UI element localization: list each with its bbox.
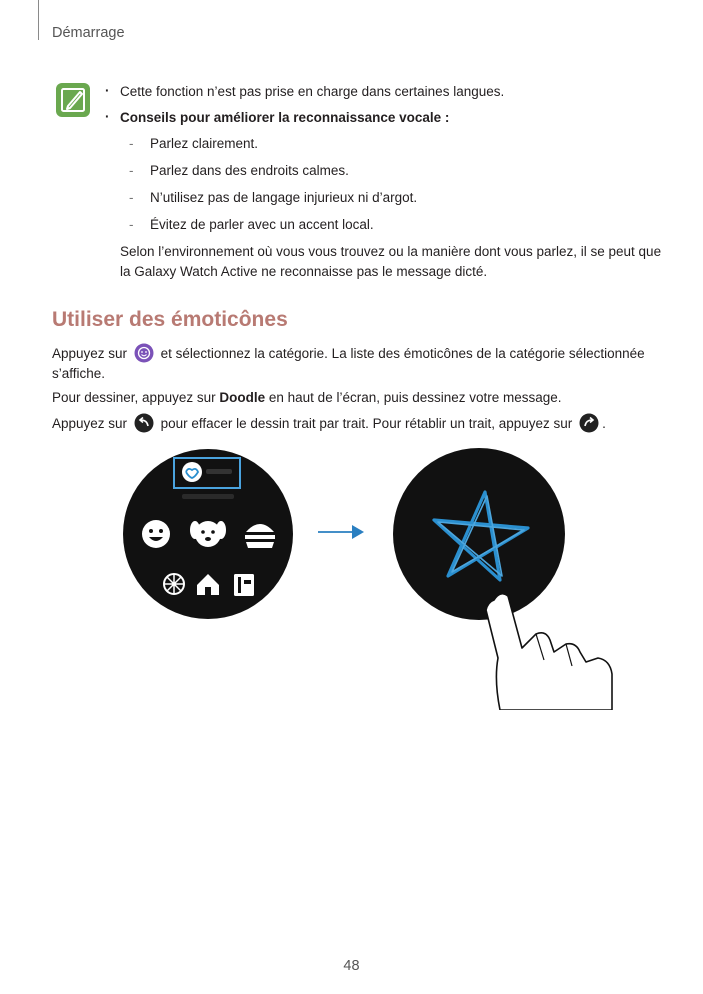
text-run: pour effacer le dessin trait par trait. Pour rétablir un trait, appuyez sur xyxy=(160,416,573,431)
text-run: Appuyez sur xyxy=(52,346,128,361)
note-bullet: · Cette fonction n’est pas prise en charge dans certaines langues. xyxy=(105,82,665,102)
book-category-icon[interactable] xyxy=(234,574,254,596)
instruction-line-3 xyxy=(52,413,652,434)
header-title: Démarrage xyxy=(52,25,125,41)
note-pencil-icon xyxy=(55,82,91,118)
text-run: Pour dessiner, appuyez sur xyxy=(52,390,216,405)
page-number: 48 xyxy=(343,958,360,974)
section-title: Utiliser des émoticônes xyxy=(52,308,288,331)
watch-doodle-screen xyxy=(390,448,618,710)
note-tip: - Parlez clairement. xyxy=(105,134,665,154)
smiley-category-icon[interactable] xyxy=(142,520,170,548)
watch-face[interactable] xyxy=(393,448,565,620)
text-run: en haut de l’écran, puis dessinez votre message. xyxy=(268,390,562,405)
note-tip: - Évitez de parler avec un accent local. xyxy=(105,215,665,235)
text-run: . xyxy=(602,416,606,431)
instruction-line-2 xyxy=(52,388,652,408)
doodle-label: Doodle xyxy=(219,390,266,405)
ball-category-icon[interactable] xyxy=(164,574,184,594)
note-tip: - N’utilisez pas de langage injurieux ni d’argot. xyxy=(105,188,665,208)
redo-icon xyxy=(579,413,599,433)
undo-icon xyxy=(134,413,154,433)
emoji-icon xyxy=(134,343,154,363)
text-run: et sélectionnez la catégorie. La liste des émoticônes de la catégorie sélectionnée s’affiche. xyxy=(52,346,645,381)
note-paragraph: Selon l’environnement où vous vous trouvez ou la manière dont vous parlez, il se peut que la Galaxy Watch Active ne reconnaisse pas le message dicté. xyxy=(120,244,662,279)
note-tip: - Parlez dans des endroits calmes. xyxy=(105,161,665,181)
note-list xyxy=(105,82,665,282)
text-run: Appuyez sur xyxy=(52,416,128,431)
header-rule xyxy=(38,0,39,40)
watch-emoticons-screen xyxy=(122,448,294,620)
arrow-right-icon xyxy=(318,522,366,542)
note-bullet: · Conseils pour améliorer la reconnaissance vocale : xyxy=(105,108,665,128)
instruction-line-1 xyxy=(52,343,652,384)
finger-hand-icon xyxy=(486,594,612,710)
